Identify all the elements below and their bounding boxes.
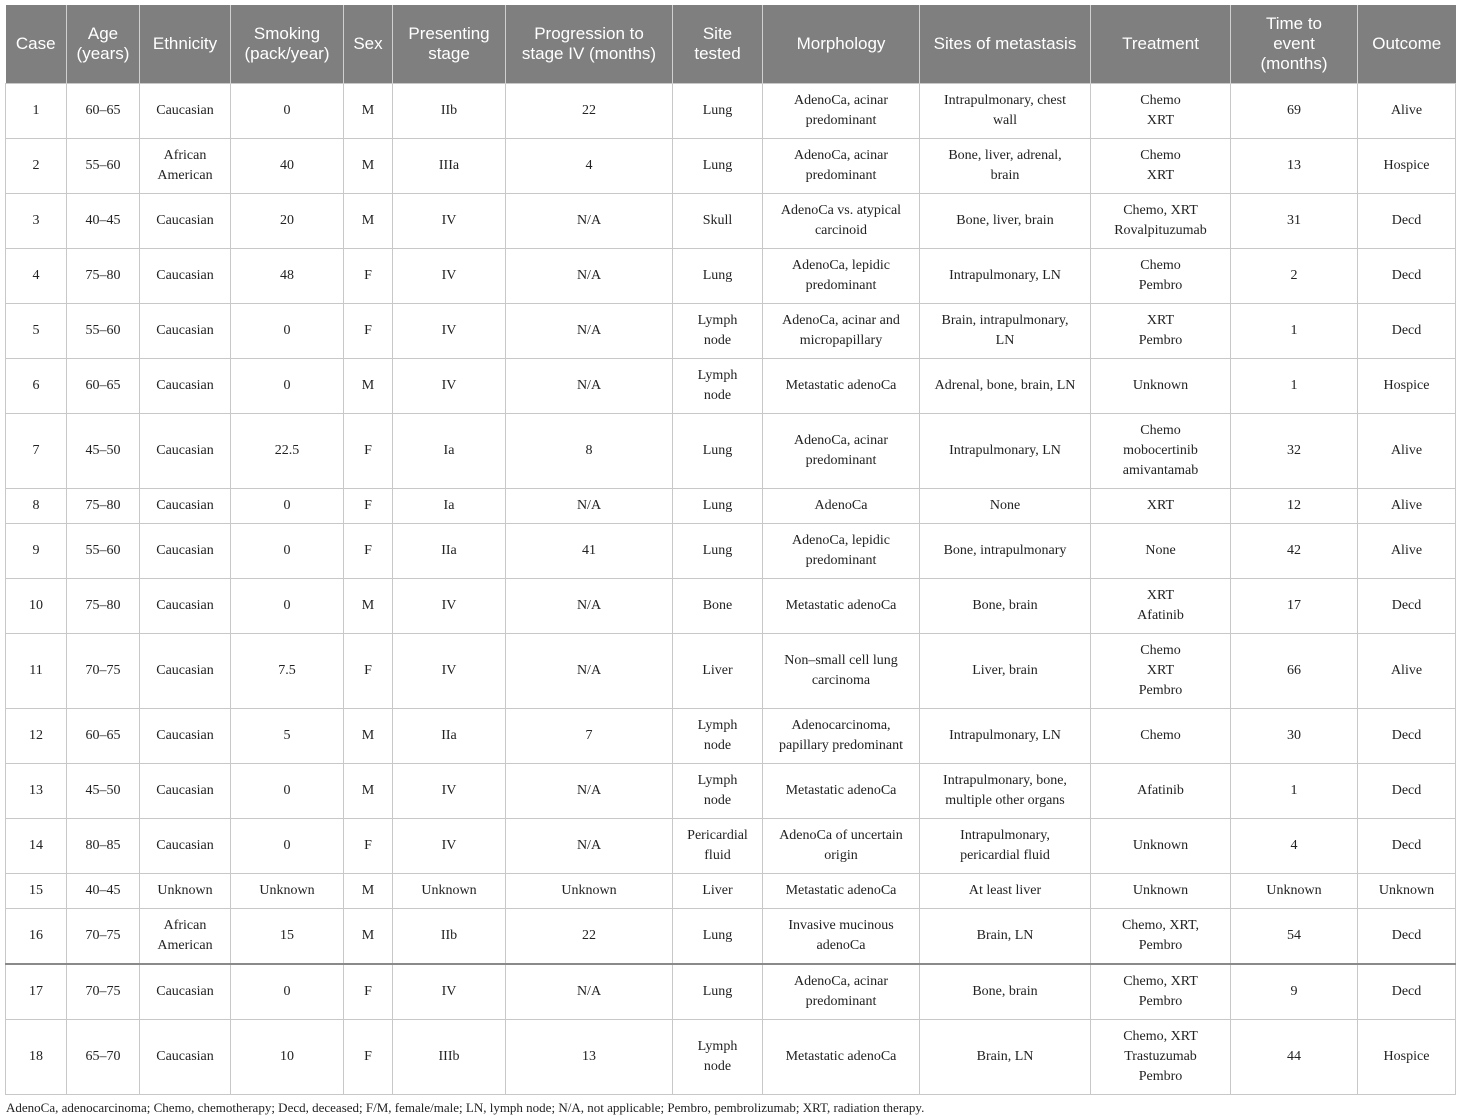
table-cell: Afatinib bbox=[1091, 764, 1231, 819]
table-cell: 1 bbox=[1231, 304, 1358, 359]
table-cell: AdenoCa, acinar and micropapillary bbox=[763, 304, 920, 359]
table-row bbox=[6, 909, 1456, 965]
table-cell: 22 bbox=[506, 84, 673, 139]
table-cell: Decd bbox=[1358, 964, 1456, 1020]
table-cell: Adrenal, bone, brain, LN bbox=[920, 359, 1091, 414]
table-cell: N/A bbox=[506, 764, 673, 819]
table-cell: IIa bbox=[393, 709, 506, 764]
table-cell: None bbox=[1091, 524, 1231, 579]
table-cell: N/A bbox=[506, 579, 673, 634]
table-cell: Caucasian bbox=[140, 1020, 231, 1095]
table-cell: 13 bbox=[6, 764, 67, 819]
table-cell: Lung bbox=[673, 489, 763, 524]
table-cell: African American bbox=[140, 909, 231, 965]
table-cell: 48 bbox=[231, 249, 344, 304]
table-cell: Decd bbox=[1358, 764, 1456, 819]
table-cell: Intrapulmonary, LN bbox=[920, 414, 1091, 489]
table-cell: 15 bbox=[6, 874, 67, 909]
table-cell: 66 bbox=[1231, 634, 1358, 709]
table-cell: F bbox=[344, 964, 393, 1020]
table-cell: IV bbox=[393, 359, 506, 414]
table-cell: Intrapulmonary, chest wall bbox=[920, 84, 1091, 139]
table-cell: 45–50 bbox=[67, 414, 140, 489]
table-cell: Chemo XRT bbox=[1091, 139, 1231, 194]
table-cell: M bbox=[344, 874, 393, 909]
table-cell: Lung bbox=[673, 139, 763, 194]
table-cell: Alive bbox=[1358, 634, 1456, 709]
table-cell: 0 bbox=[231, 84, 344, 139]
table-cell: IV bbox=[393, 819, 506, 874]
table-cell: Invasive mucinous adenoCa bbox=[763, 909, 920, 965]
table-cell: Chemo Pembro bbox=[1091, 249, 1231, 304]
table-cell: 42 bbox=[1231, 524, 1358, 579]
table-cell: 30 bbox=[1231, 709, 1358, 764]
table-cell: M bbox=[344, 709, 393, 764]
table-cell: 4 bbox=[506, 139, 673, 194]
column-header: Presenting stage bbox=[393, 5, 506, 84]
table-cell: 16 bbox=[6, 909, 67, 965]
table-cell: Caucasian bbox=[140, 414, 231, 489]
table-cell: M bbox=[344, 139, 393, 194]
table-row bbox=[6, 524, 1456, 579]
table-cell: Caucasian bbox=[140, 84, 231, 139]
table-cell: Unknown bbox=[506, 874, 673, 909]
table-cell: Lung bbox=[673, 249, 763, 304]
column-header: Progression to stage IV (months) bbox=[506, 5, 673, 84]
table-cell: 10 bbox=[6, 579, 67, 634]
column-header: Smoking (pack/year) bbox=[231, 5, 344, 84]
table-cell: Unknown bbox=[1091, 819, 1231, 874]
table-cell: N/A bbox=[506, 489, 673, 524]
table-cell: M bbox=[344, 194, 393, 249]
table-cell: 18 bbox=[6, 1020, 67, 1095]
table-cell: F bbox=[344, 524, 393, 579]
table-row bbox=[6, 819, 1456, 874]
header-row bbox=[6, 5, 1456, 84]
table-cell: AdenoCa, acinar predominant bbox=[763, 139, 920, 194]
table-cell: Alive bbox=[1358, 84, 1456, 139]
table-cell: Chemo, XRT Pembro bbox=[1091, 964, 1231, 1020]
table-cell: Bone, brain bbox=[920, 964, 1091, 1020]
table-cell: Caucasian bbox=[140, 709, 231, 764]
column-header: Time to event (months) bbox=[1231, 5, 1358, 84]
table-cell: Caucasian bbox=[140, 359, 231, 414]
table-cell: 7 bbox=[506, 709, 673, 764]
table-row bbox=[6, 634, 1456, 709]
table-cell: AdenoCa vs. atypical carcinoid bbox=[763, 194, 920, 249]
table-cell: 7.5 bbox=[231, 634, 344, 709]
table-cell: IV bbox=[393, 764, 506, 819]
table-cell: Caucasian bbox=[140, 489, 231, 524]
table-cell: 32 bbox=[1231, 414, 1358, 489]
table-cell: N/A bbox=[506, 194, 673, 249]
table-cell: 17 bbox=[6, 964, 67, 1020]
table-cell: Caucasian bbox=[140, 764, 231, 819]
table-cell: Decd bbox=[1358, 579, 1456, 634]
table-cell: 0 bbox=[231, 304, 344, 359]
table-cell: 40–45 bbox=[67, 874, 140, 909]
table-cell: Bone, liver, brain bbox=[920, 194, 1091, 249]
table-cell: 9 bbox=[1231, 964, 1358, 1020]
table-footnote: AdenoCa, adenocarcinoma; Chemo, chemotherapy; Decd, deceased; F/M, female/male; LN, lymph node; N/A, not applicable; Pembro, pembrolizumab; XRT, radiation therapy. bbox=[6, 1100, 925, 1115]
column-header: Outcome bbox=[1358, 5, 1456, 84]
table-cell: Lung bbox=[673, 414, 763, 489]
table-row bbox=[6, 139, 1456, 194]
table-row bbox=[6, 84, 1456, 139]
table-cell: Lymph node bbox=[673, 709, 763, 764]
table-cell: AdenoCa of uncertain origin bbox=[763, 819, 920, 874]
table-cell: Intrapulmonary, pericardial fluid bbox=[920, 819, 1091, 874]
table-cell: At least liver bbox=[920, 874, 1091, 909]
table-cell: Chemo XRT Pembro bbox=[1091, 634, 1231, 709]
column-header: Ethnicity bbox=[140, 5, 231, 84]
table-cell: IIa bbox=[393, 524, 506, 579]
table-cell: AdenoCa, acinar predominant bbox=[763, 964, 920, 1020]
table-cell: Caucasian bbox=[140, 819, 231, 874]
table-row bbox=[6, 964, 1456, 1020]
table-cell: Intrapulmonary, LN bbox=[920, 709, 1091, 764]
table-cell: Bone bbox=[673, 579, 763, 634]
table-cell: XRT bbox=[1091, 489, 1231, 524]
table-cell: 5 bbox=[231, 709, 344, 764]
table-cell: AdenoCa, lepidic predominant bbox=[763, 249, 920, 304]
table-cell: XRT Pembro bbox=[1091, 304, 1231, 359]
table-cell: Decd bbox=[1358, 909, 1456, 965]
table-cell: 75–80 bbox=[67, 249, 140, 304]
table-cell: 0 bbox=[231, 359, 344, 414]
table-cell: N/A bbox=[506, 249, 673, 304]
table-cell: Caucasian bbox=[140, 304, 231, 359]
table-cell: Chemo, XRT, Pembro bbox=[1091, 909, 1231, 965]
table-cell: Unknown bbox=[1091, 359, 1231, 414]
table-cell: 20 bbox=[231, 194, 344, 249]
table-cell: 2 bbox=[6, 139, 67, 194]
table-cell: IIIa bbox=[393, 139, 506, 194]
table-cell: 8 bbox=[6, 489, 67, 524]
table-cell: Hospice bbox=[1358, 359, 1456, 414]
table-cell: Decd bbox=[1358, 709, 1456, 764]
table-cell: Lung bbox=[673, 909, 763, 965]
table-cell: Brain, intrapulmonary, LN bbox=[920, 304, 1091, 359]
table-cell: 54 bbox=[1231, 909, 1358, 965]
table-cell: AdenoCa bbox=[763, 489, 920, 524]
table-cell: Decd bbox=[1358, 249, 1456, 304]
table-cell: Intrapulmonary, LN bbox=[920, 249, 1091, 304]
table-cell: IV bbox=[393, 249, 506, 304]
table-cell: Bone, liver, adrenal, brain bbox=[920, 139, 1091, 194]
table-cell: Alive bbox=[1358, 524, 1456, 579]
table-row bbox=[6, 194, 1456, 249]
table-cell: 55–60 bbox=[67, 139, 140, 194]
table-cell: Lung bbox=[673, 964, 763, 1020]
table-cell: Chemo XRT bbox=[1091, 84, 1231, 139]
table-cell: M bbox=[344, 84, 393, 139]
table-cell: Ia bbox=[393, 414, 506, 489]
table-cell: Caucasian bbox=[140, 964, 231, 1020]
table-cell: Skull bbox=[673, 194, 763, 249]
table-cell: 9 bbox=[6, 524, 67, 579]
table-cell: 55–60 bbox=[67, 524, 140, 579]
table-cell: Liver bbox=[673, 874, 763, 909]
column-header: Age (years) bbox=[67, 5, 140, 84]
table-cell: M bbox=[344, 909, 393, 965]
table-cell: 0 bbox=[231, 964, 344, 1020]
table-cell: Unknown bbox=[1231, 874, 1358, 909]
table-cell: 0 bbox=[231, 579, 344, 634]
table-cell: 12 bbox=[6, 709, 67, 764]
table-cell: F bbox=[344, 819, 393, 874]
table-cell: None bbox=[920, 489, 1091, 524]
table-cell: N/A bbox=[506, 634, 673, 709]
table-cell: M bbox=[344, 579, 393, 634]
table-cell: Decd bbox=[1358, 194, 1456, 249]
table-cell: 1 bbox=[6, 84, 67, 139]
table-cell: Lymph node bbox=[673, 1020, 763, 1095]
table-cell: IV bbox=[393, 579, 506, 634]
table-cell: 75–80 bbox=[67, 579, 140, 634]
table-cell: Metastatic adenoCa bbox=[763, 874, 920, 909]
table-cell: 8 bbox=[506, 414, 673, 489]
table-cell: 7 bbox=[6, 414, 67, 489]
table-row bbox=[6, 764, 1456, 819]
table-cell: Caucasian bbox=[140, 579, 231, 634]
table-cell: 3 bbox=[6, 194, 67, 249]
table-cell: Non–small cell lung carcinoma bbox=[763, 634, 920, 709]
column-header: Sites of metastasis bbox=[920, 5, 1091, 84]
table-cell: Lymph node bbox=[673, 304, 763, 359]
table-cell: F bbox=[344, 489, 393, 524]
table-cell: Hospice bbox=[1358, 139, 1456, 194]
table-cell: 40–45 bbox=[67, 194, 140, 249]
table-cell: IIb bbox=[393, 84, 506, 139]
table-cell: Lymph node bbox=[673, 764, 763, 819]
table-row bbox=[6, 414, 1456, 489]
table-cell: Unknown bbox=[1358, 874, 1456, 909]
table-container bbox=[5, 5, 1455, 1116]
table-cell: 80–85 bbox=[67, 819, 140, 874]
table-cell: N/A bbox=[506, 819, 673, 874]
table-cell: Bone, brain bbox=[920, 579, 1091, 634]
table-cell: 75–80 bbox=[67, 489, 140, 524]
table-cell: Hospice bbox=[1358, 1020, 1456, 1095]
table-cell: Unknown bbox=[140, 874, 231, 909]
table-cell: 0 bbox=[231, 764, 344, 819]
table-cell: Chemo mobocertinib amivantamab bbox=[1091, 414, 1231, 489]
table-cell: Decd bbox=[1358, 819, 1456, 874]
table-cell: N/A bbox=[506, 359, 673, 414]
table-cell: Chemo bbox=[1091, 709, 1231, 764]
table-cell: 55–60 bbox=[67, 304, 140, 359]
table-cell: Caucasian bbox=[140, 524, 231, 579]
table-cell: Unknown bbox=[393, 874, 506, 909]
table-cell: IV bbox=[393, 304, 506, 359]
table-cell: F bbox=[344, 414, 393, 489]
table-cell: F bbox=[344, 634, 393, 709]
table-cell: 65–70 bbox=[67, 1020, 140, 1095]
table-cell: Chemo, XRT Rovalpituzumab bbox=[1091, 194, 1231, 249]
table-cell: Metastatic adenoCa bbox=[763, 764, 920, 819]
table-cell: IV bbox=[393, 964, 506, 1020]
table-cell: 0 bbox=[231, 489, 344, 524]
table-row bbox=[6, 304, 1456, 359]
table-cell: N/A bbox=[506, 964, 673, 1020]
table-cell: 60–65 bbox=[67, 709, 140, 764]
table-cell: Pericardial fluid bbox=[673, 819, 763, 874]
table-row bbox=[6, 249, 1456, 304]
column-header: Treatment bbox=[1091, 5, 1231, 84]
table-cell: 60–65 bbox=[67, 84, 140, 139]
table-cell: 45–50 bbox=[67, 764, 140, 819]
table-cell: Chemo, XRT Trastuzumab Pembro bbox=[1091, 1020, 1231, 1095]
table-cell: 1 bbox=[1231, 359, 1358, 414]
table-cell: Ia bbox=[393, 489, 506, 524]
table-cell: Lymph node bbox=[673, 359, 763, 414]
table-cell: Liver, brain bbox=[920, 634, 1091, 709]
table-cell: 15 bbox=[231, 909, 344, 965]
table-row bbox=[6, 489, 1456, 524]
table-cell: Decd bbox=[1358, 304, 1456, 359]
table-cell: Unknown bbox=[231, 874, 344, 909]
table-cell: F bbox=[344, 1020, 393, 1095]
column-header: Morphology bbox=[763, 5, 920, 84]
case-table bbox=[5, 5, 1456, 1095]
table-cell: 4 bbox=[6, 249, 67, 304]
table-row bbox=[6, 1020, 1456, 1095]
table-row bbox=[6, 359, 1456, 414]
table-cell: XRT Afatinib bbox=[1091, 579, 1231, 634]
table-cell: 12 bbox=[1231, 489, 1358, 524]
table-cell: Liver bbox=[673, 634, 763, 709]
table-cell: 70–75 bbox=[67, 634, 140, 709]
table-cell: 70–75 bbox=[67, 909, 140, 965]
table-cell: M bbox=[344, 359, 393, 414]
table-cell: 17 bbox=[1231, 579, 1358, 634]
table-cell: AdenoCa, lepidic predominant bbox=[763, 524, 920, 579]
table-cell: IV bbox=[393, 194, 506, 249]
table-cell: 13 bbox=[1231, 139, 1358, 194]
table-cell: 40 bbox=[231, 139, 344, 194]
table-cell: Adenocarcinoma, papillary predominant bbox=[763, 709, 920, 764]
table-cell: 4 bbox=[1231, 819, 1358, 874]
table-cell: Caucasian bbox=[140, 249, 231, 304]
table-cell: 22 bbox=[506, 909, 673, 965]
table-cell: 1 bbox=[1231, 764, 1358, 819]
table-cell: 6 bbox=[6, 359, 67, 414]
table-cell: African American bbox=[140, 139, 231, 194]
table-cell: Lung bbox=[673, 84, 763, 139]
table-cell: F bbox=[344, 304, 393, 359]
table-row bbox=[6, 579, 1456, 634]
table-cell: 70–75 bbox=[67, 964, 140, 1020]
table-cell: 31 bbox=[1231, 194, 1358, 249]
table-cell: 69 bbox=[1231, 84, 1358, 139]
table-cell: Metastatic adenoCa bbox=[763, 579, 920, 634]
table-cell: Alive bbox=[1358, 489, 1456, 524]
table-cell: 0 bbox=[231, 819, 344, 874]
column-header: Sex bbox=[344, 5, 393, 84]
table-cell: Brain, LN bbox=[920, 909, 1091, 965]
column-header: Case bbox=[6, 5, 67, 84]
table-cell: Bone, intrapulmonary bbox=[920, 524, 1091, 579]
table-cell: 44 bbox=[1231, 1020, 1358, 1095]
table-body bbox=[6, 84, 1456, 1095]
table-cell: Lung bbox=[673, 524, 763, 579]
table-cell: 5 bbox=[6, 304, 67, 359]
table-cell: AdenoCa, acinar predominant bbox=[763, 84, 920, 139]
table-cell: 10 bbox=[231, 1020, 344, 1095]
table-row bbox=[6, 874, 1456, 909]
table-cell: F bbox=[344, 249, 393, 304]
table-cell: Intrapulmonary, bone, multiple other organs bbox=[920, 764, 1091, 819]
table-row bbox=[6, 709, 1456, 764]
table-cell: 22.5 bbox=[231, 414, 344, 489]
table-cell: N/A bbox=[506, 304, 673, 359]
table-cell: 13 bbox=[506, 1020, 673, 1095]
table-cell: Metastatic adenoCa bbox=[763, 359, 920, 414]
column-header: Site tested bbox=[673, 5, 763, 84]
table-cell: Unknown bbox=[1091, 874, 1231, 909]
table-cell: 11 bbox=[6, 634, 67, 709]
table-cell: 14 bbox=[6, 819, 67, 874]
table-cell: Alive bbox=[1358, 414, 1456, 489]
table-cell: Caucasian bbox=[140, 194, 231, 249]
table-cell: Metastatic adenoCa bbox=[763, 1020, 920, 1095]
table-cell: 2 bbox=[1231, 249, 1358, 304]
table-cell: 41 bbox=[506, 524, 673, 579]
table-cell: IIIb bbox=[393, 1020, 506, 1095]
table-cell: IV bbox=[393, 634, 506, 709]
table-cell: 60–65 bbox=[67, 359, 140, 414]
table-cell: Caucasian bbox=[140, 634, 231, 709]
table-cell: 0 bbox=[231, 524, 344, 579]
table-cell: Brain, LN bbox=[920, 1020, 1091, 1095]
table-cell: IIb bbox=[393, 909, 506, 965]
table-cell: AdenoCa, acinar predominant bbox=[763, 414, 920, 489]
table-cell: M bbox=[344, 764, 393, 819]
